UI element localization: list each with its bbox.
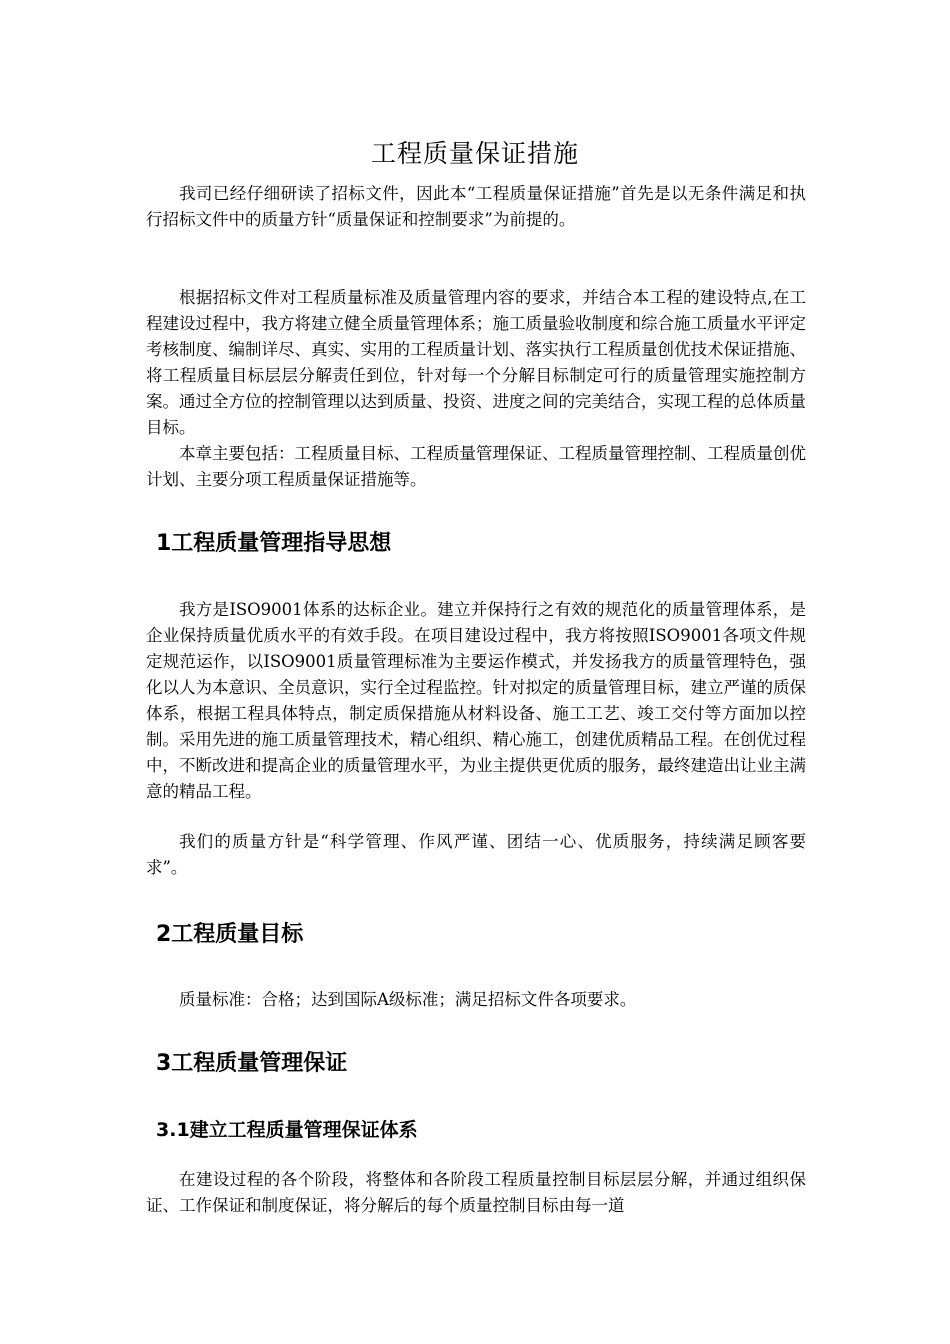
section-3-heading: 3工程质量管理保证 bbox=[156, 1051, 348, 1076]
intro-paragraph-1: 我司已经仔细研读了招标文件，因此本“工程质量保证措施”首先是以无条件满足和执行招标文件中的质量方针“质量保证和控制要求”为前提的。 bbox=[146, 184, 806, 229]
section-1-heading: 1工程质量管理指导思想 bbox=[156, 531, 392, 556]
section-2-paragraph-1: 质量标准：合格；达到国际A级标准；满足招标文件各项要求。 bbox=[179, 990, 637, 1009]
section-3-1-paragraph-1: 在建设过程的各个阶段，将整体和各阶段工程质量控制目标层层分解，并通过组织保证、工作保证和制度保证，将分解后的每个质量控制目标由每一道 bbox=[146, 1170, 806, 1215]
intro-paragraph-3: 本章主要包括：工程质量目标、工程质量管理保证、工程质量管理控制、工程质量创优计划、主要分项工程质量保证措施等。 bbox=[146, 444, 806, 489]
section-2-heading: 2工程质量目标 bbox=[156, 922, 304, 947]
document-title: 工程质量保证措施 bbox=[370, 139, 579, 168]
section-1-paragraph-2: 我们的质量方针是“科学管理、作风严谨、团结一心、优质服务，持续满足顾客要求”。 bbox=[146, 832, 806, 877]
section-1-paragraph-1: 我方是ISO9001体系的达标企业。建立并保持行之有效的规范化的质量管理体系，是企业保持质量优质水平的有效手段。在项目建设过程中，我方将按照ISO9001各项文件规定规范运作，以ISO9001质量管理标准为主要运作模式，并发扬我方的质量管理特色，强化以人为本意识、全员意识，实行全过程监控。针对拟定的质量管理目标，建立严谨的质保体系，根据工程具体特点，制定质保措施从材料设备、施工工艺、竣工交付等方面加以控制。采用先进的施工质量管理技术，精心组织、精心施工，创建优质精品工程。在创优过程中，不断改进和提高企业的质量管理水平，为业主提供更优质的服务，最终建造出让业主满意的精品工程。 bbox=[146, 600, 806, 801]
section-3-1-heading: 3.1建立工程质量管理保证体系 bbox=[156, 1119, 418, 1141]
intro-paragraph-2: 根据招标文件对工程质量标准及质量管理内容的要求，并结合本工程的建设特点,在工程建设过程中，我方将建立健全质量管理体系；施工质量验收制度和综合施工质量水平评定考核制度、编制详尽、真实、实用的工程质量计划、落实执行工程质量创优技术保证措施、将工程质量目标层层分解责任到位，针对每一个分解目标制定可行的质量管理实施控制方案。通过全方位的控制管理以达到质量、投资、进度之间的完美结合，实现工程的总体质量目标。 bbox=[146, 288, 806, 437]
